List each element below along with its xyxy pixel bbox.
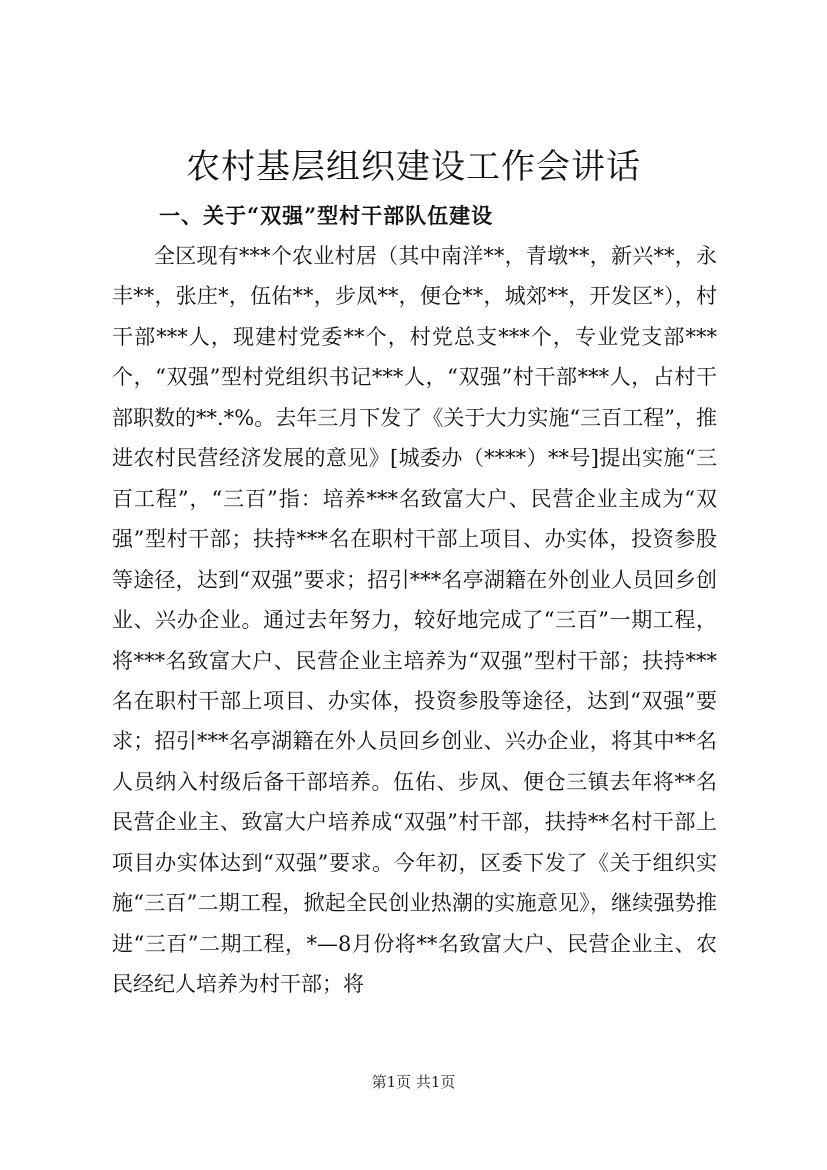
document-title: 农村基层组织建设工作会讲话: [186, 147, 641, 187]
page-footer: 第1页 共1页: [371, 1073, 456, 1091]
body-paragraph: 全区现有***个农业村居（其中南洋**，青墩**，新兴**，永丰**，张庄*，伍佑**，步凤**，便仓**，城郊**，开发区*），村干部***人，现建村党委**个，村党总支***个，专业党支部***个，“双强”型村党组织书记***人，“双强”村干部***人，占村干部职数的**.*%。去年三月下发了《关于大力实施“三百工程”，推进农村民营经济发展的意见》[城委办（****）**号]提出实施“三百工程”，“三百”指：培养***名致富大户、民营企业主成为“双强”型村干部；扶持***名在职村干部上项目、办实体，投资参股等途径，达到“双强”要求；招引***名亭湖籍在外创业人员回乡创业、兴办企业。通过去年努力，较好地完成了“三百”一期工程，将***名致富大户、民营企业主培养为“双强”型村干部；扶持***名在职村干部上项目、办实体，投资参股等途径，达到“双强”要求；招引***名亭湖籍在外人员回乡创业、兴办企业，将其中**名人员纳入村级后备干部培养。伍佑、步凤、便仓三镇去年将**名民营企业主、致富大户培养成“双强”村干部，扶持**名村干部上项目办实体达到“双强”要求。今年初，区委下发了《关于组织实施“三百”二期工程，掀起全民创业热潮的实施意见》，继续强势推进“三百”二期工程，*—8月份将**名致富大户、民营企业主、农民经纪人培养为村干部；将: [112, 244, 717, 997]
section-heading: 一、关于“双强”型村干部队伍建设: [159, 203, 494, 228]
